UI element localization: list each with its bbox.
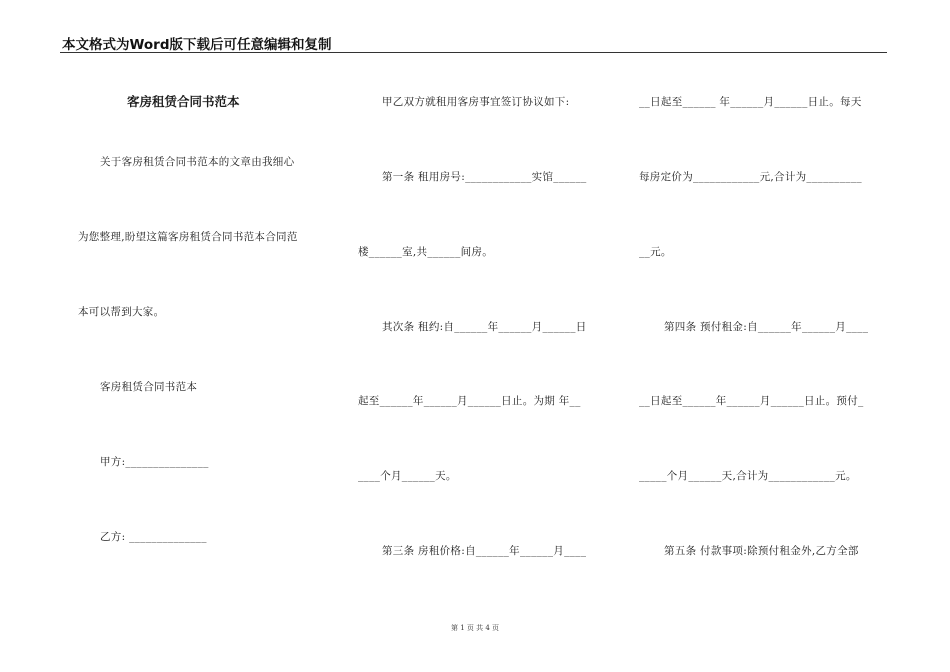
col1-line-6: 乙方: ______________ bbox=[100, 531, 207, 543]
page-footer: 第 1 页 共 4 页 bbox=[450, 624, 500, 632]
col1-line-2: 为您整理,盼望这篇客房租赁合同书范本合同范 bbox=[78, 231, 298, 243]
col3-line-2: 每房定价为____________元,合计为__________ bbox=[639, 171, 862, 183]
col2-line-3: 楼______室,共______间房。 bbox=[358, 246, 494, 258]
col2-line-4: 其次条 租约:自______年______月______日 bbox=[382, 321, 587, 333]
col3-line-6: _____个月______天,合计为____________元。 bbox=[639, 470, 857, 482]
document-title: 客房租赁合同书范本 bbox=[127, 94, 240, 109]
document-header: 本文格式为Word版下载后可任意编辑和复制 bbox=[62, 37, 332, 53]
col3-line-3: __元。 bbox=[639, 246, 672, 258]
col3-line-7: 第五条 付款事项:除预付租金外,乙方全部 bbox=[664, 545, 859, 557]
col2-line-7: 第三条 房租价格:自______年______月____ bbox=[382, 545, 587, 557]
col3-line-5: __日起至______年______月______日止。预付_ bbox=[639, 395, 864, 407]
col1-line-1: 关于客房租赁合同书范本的文章由我细心 bbox=[100, 156, 295, 168]
col1-line-3: 本可以帮到大家。 bbox=[78, 306, 165, 318]
col2-line-2: 第一条 租用房号:____________实馆______ bbox=[382, 171, 587, 183]
col3-line-4: 第四条 预付租金:自______年______月____ bbox=[664, 321, 869, 333]
col2-line-5: 起至______年______月______日止。为期 年__ bbox=[358, 395, 581, 407]
col1-line-5: 甲方:_______________ bbox=[100, 456, 209, 468]
col3-line-1: __日起至______ 年______月______日止。每天 bbox=[639, 96, 862, 108]
header-divider bbox=[60, 52, 887, 53]
col2-line-1: 甲乙双方就租用客房事宜签订协议如下: bbox=[382, 96, 570, 108]
col1-line-4: 客房租赁合同书范本 bbox=[100, 381, 198, 393]
col2-line-6: ____个月______天。 bbox=[358, 470, 457, 482]
